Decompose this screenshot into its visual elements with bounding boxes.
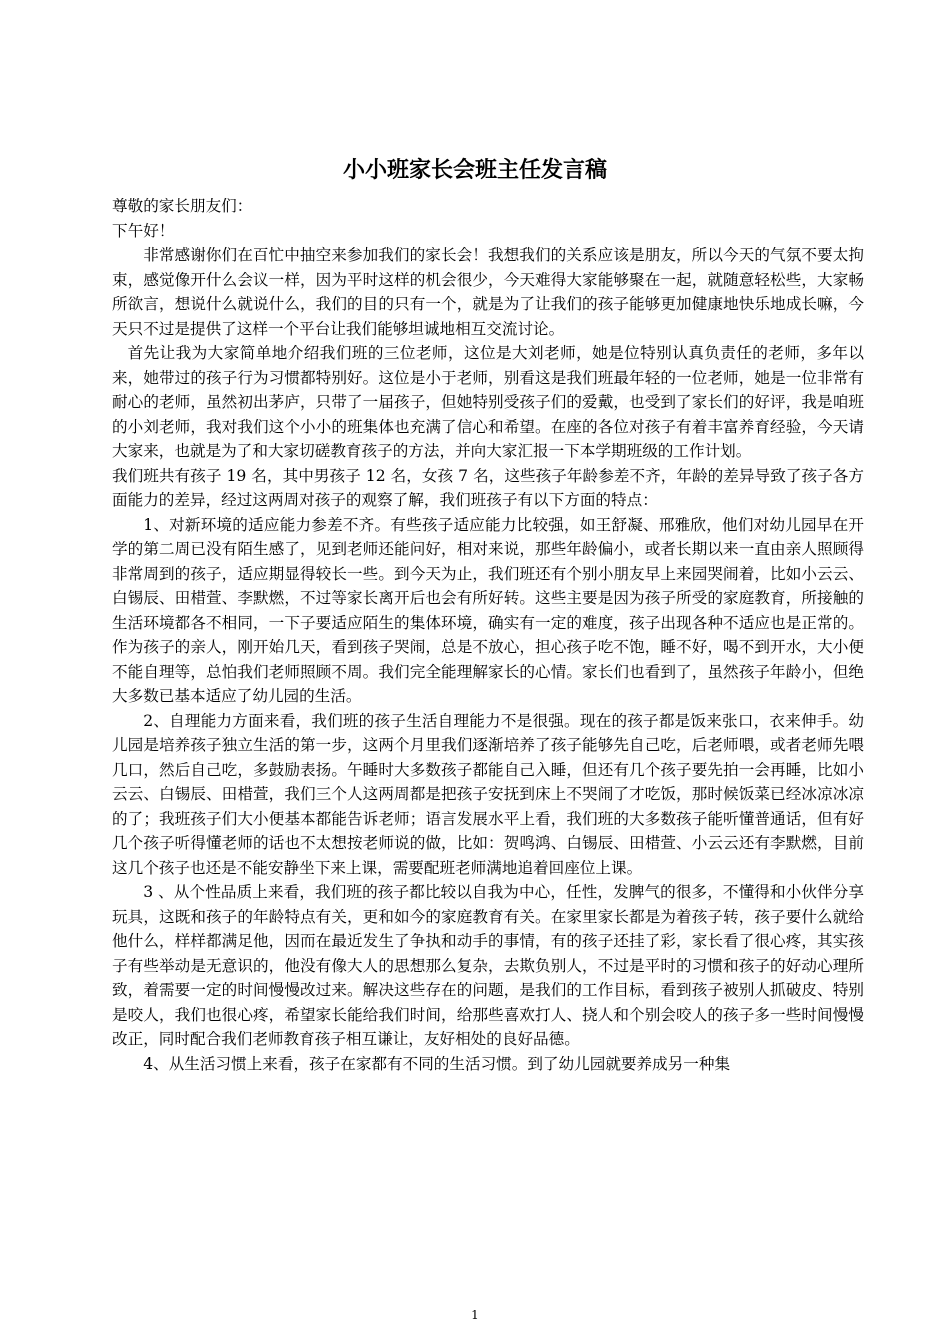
document-body [112, 194, 864, 1076]
paragraph-point-3: 3 、从个性品质上来看，我们班的孩子都比较以自我为中心，任性，发脾气的很多，不懂得和小伙伴分享玩具，这既和孩子的年龄特点有关，更和如今的家庭教育有关。在家里家长都是为着孩子转，孩子要什么就给他什么，样样都满足他，因而在最近发生了争执和动手的事情，有的孩子还挂了彩，家长看了很心疼，其实孩子有些举动是无意识的，他没有像大人的思想那么复杂，去欺负别人，不过是平时的习惯和孩子的好动心理所致，着需要一定的时间慢慢改过来。解决这些存在的问题，是我们的工作目标，看到孩子被别人抓破皮、特别是咬人，我们也很心疼，希望家长能给我们时间，给那些喜欢打人、挠人和个别会咬人的孩子多一些时间慢慢改正，同时配合我们老师教育孩子相互谦让，友好相处的良好品德。 [112, 883, 864, 1048]
paragraph-point-2: 2、自理能力方面来看，我们班的孩子生活自理能力不是很强。现在的孩子都是饭来张口，衣来伸手。幼儿园是培养孩子独立生活的第一步，这两个月里我们逐渐培养了孩子能够先自己吃，后老师喂，或者老师先喂几口，然后自己吃，多鼓励表扬。午睡时大多数孩子都能自己入睡，但还有几个孩子要先拍一会再睡，比如小云云、白锡辰、田棤萱，我们三个人这两周都是把孩子安抚到床上不哭闹了才吃饭，那时候饭菜已经冰凉冰凉的了；我班孩子们大小便基本都能告诉老师；语言发展水平上看，我们班的大多数孩子能听懂普通话，但有好几个孩子听得懂老师的话也不太想按老师说的做，比如：贺鸣鸿、白锡辰、田棤萱、小云云还有李默燃，目前这几个孩子也还是不能安静坐下来上课，需要配班老师满地追着回座位上课。 [112, 711, 864, 877]
paragraph-point-1: 1、对新环境的适应能力参差不齐。有些孩子适应能力比较强，如王舒凝、邢雅欣，他们对幼儿园早在开学的第二周已没有陌生感了，见到老师还能问好，相对来说，那些年龄偏小，或者长期以来一直由亲人照顾得非常周到的孩子，适应期显得较长一些。到今天为止，我们班还有个别小朋友早上来园哭闹着，比如小云云、白锡辰、田棤萱、李默燃，不过等家长离开后也会有所好转。这些主要是因为孩子所受的家庭教育，所接触的生活环境都各不相同，一下子要适应陌生的集体环境，确实有一定的难度，孩子出现各种不适应也是正常的。作为孩子的亲人，刚开始几天，看到孩子哭闹，总是不放心，担心孩子吃不饱，睡不好，喝不到开水，大小便不能自理等，总怕我们老师照顾不周。我们完全能理解家长的心情。家长们也看到了，虽然孩子年龄小，但绝大多数已基本适应了幼儿园的生活。 [112, 515, 864, 705]
paragraph-teachers-intro: 首先让我为大家简单地介绍我们班的三位老师，这位是大刘老师，她是位特别认真负责任的老师，多年以来，她带过的孩子行为习惯都特别好。这位是小于老师，别看这是我们班最年轻的一位老师，她是一位非常有耐心的老师，虽然初出茅庐，只带了一届孩子，但她特别受孩子们的爱戴，也受到了家长们的好评，我是咱班的小刘老师，我对我们这个小小的班集体也充满了信心和希望。在座的各位对孩子有着丰富养育经验，今天请大家来，也就是为了和大家切磋教育孩子的方法，并向大家汇报一下本学期班级的工作计划。 [112, 344, 864, 460]
paragraph-point-4: 4、从生活习惯上来看，孩子在家都有不同的生活习惯。到了幼儿园就要养成另一种集 [143, 1054, 731, 1073]
paragraph-thanks: 非常感谢你们在百忙中抽空来参加我们的家长会！我想我们的关系应该是朋友，所以今天的气氛不要太拘束，感觉像开什么会议一样，因为平时这样的机会很少，今天难得大家能够聚在一起，就随意轻松些，大家畅所欲言，想说什么就说什么，我们的目的只有一个，就是为了让我们的孩子能够更加健康地快乐地成长嘛，今天只不过是提供了这样一个平台让我们能够坦诚地相互交流讨论。 [112, 246, 864, 338]
page-number: 1 [471, 1308, 479, 1322]
document-title: 小小班家长会班主任发言稿 [342, 158, 607, 183]
greeting: 下午好！ [112, 221, 175, 240]
paragraph-class-overview: 我们班共有孩子 19 名，其中男孩子 12 名，女孩 7 名，这些孩子年龄参差不齐，年龄的差异导致了孩子各方面能力的差异，经过这两周对孩子的观察了解，我们班孩子有以下方面的特点： [112, 466, 864, 509]
salutation: 尊敬的家长朋友们： [112, 197, 253, 215]
